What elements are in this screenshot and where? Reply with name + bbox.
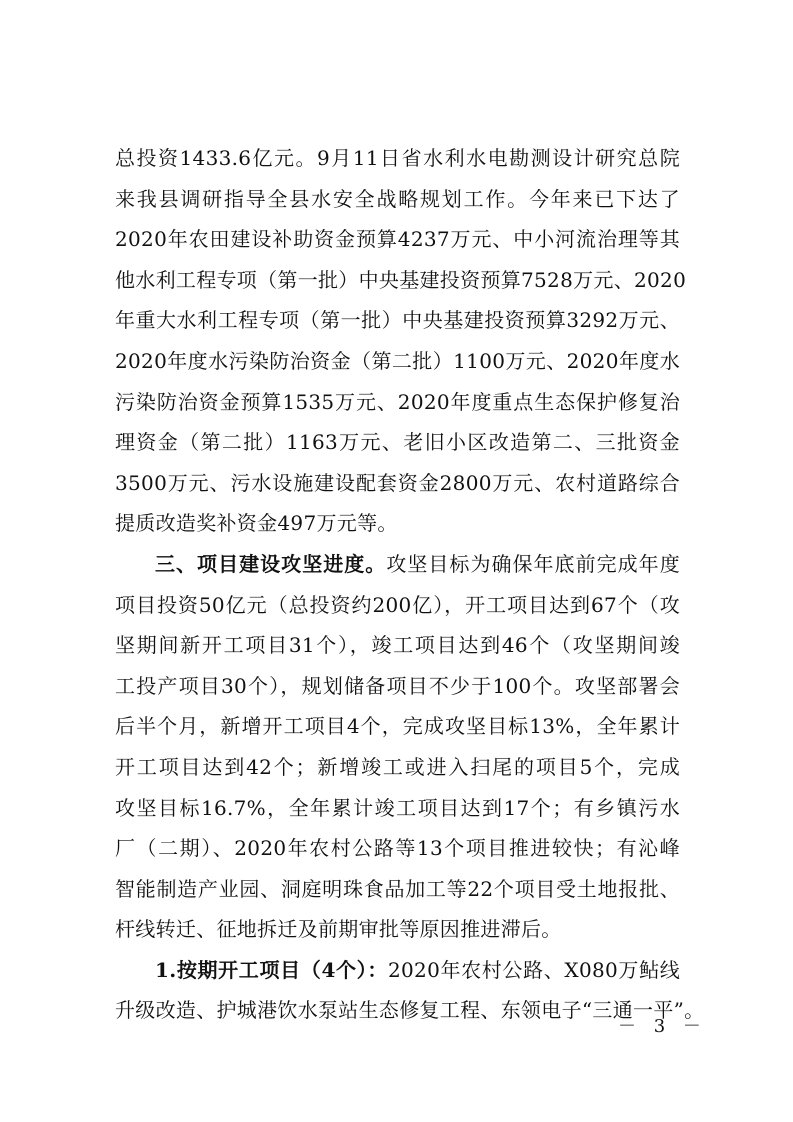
text-line: 他水利工程专项（第一批）中央基建投资预算7528万元、2020 [115,267,687,292]
text-line: 年重大水利工程专项（第一批）中央基建投资预算3292万元、 [115,308,680,333]
text-line: 2020年度水污染防治资金（第二批）1100万元、2020年度水 [115,348,680,373]
text-line: 理资金（第二批）1163万元、老旧小区改造第二、三批资金 [115,430,680,455]
text-line: 杆线转迁、征地拆迁及前期审批等原因推进滞后。 [115,917,562,942]
subsection-1-text: 2020年农村公路、X080万鲇线 [388,957,680,982]
body-text [115,138,705,1031]
text-line: 项目投资50亿元（总投资约200亿），开工项目达到67个（攻 [115,592,680,617]
page-number: － 3 － [618,1016,707,1037]
section-3-text: 攻坚目标为确保年底前完成年度 [386,551,680,576]
text-line: 升级改造、护城港饮水泵站生态修复工程、东领电子“三通一平”。 [115,998,705,1023]
text-line: 3500万元、污水设施建设配套资金2800万元、农村道路综合 [115,470,680,495]
section-3-first-line [115,544,680,585]
text-line: 智能制造产业园、洞庭明珠食品加工等22个项目受土地报批、 [115,876,680,901]
text-line: 污染防治资金预算1535万元、2020年度重点生态保护修复治 [115,389,680,414]
text-line: 提质改造奖补资金497万元等。 [115,511,398,536]
text-line: 2020年农田建设补助资金预算4237万元、中小河流治理等其 [115,227,680,252]
section-3-heading: 三、项目建设攻坚进度。 [155,551,387,576]
subsection-1-first-line [115,950,680,991]
text-line: 厂（二期）、2020年农村公路等13个项目推进较快；有沁峰 [115,836,680,861]
subsection-1-heading: 1.按期开工项目（4个）： [155,957,388,982]
text-line: 后半个月，新增开工项目4个，完成攻坚目标13%，全年累计 [115,714,680,739]
text-line: 来我县调研指导全县水安全战略规划工作。今年来已下达了 [115,186,680,211]
text-line: 工投产项目30个），规划储备项目不少于100个。攻坚部署会 [115,673,680,698]
text-line: 攻坚目标16.7%，全年累计竣工项目达到17个；有乡镇污水 [115,795,680,820]
text-line: 坚期间新开工项目31个），竣工项目达到46个（攻坚期间竣 [115,633,680,658]
text-line: 开工项目达到42个；新增竣工或进入扫尾的项目5个，完成 [115,754,680,779]
text-line: 总投资1433.6亿元。9月11日省水利水电勘测设计研究总院 [115,146,680,170]
